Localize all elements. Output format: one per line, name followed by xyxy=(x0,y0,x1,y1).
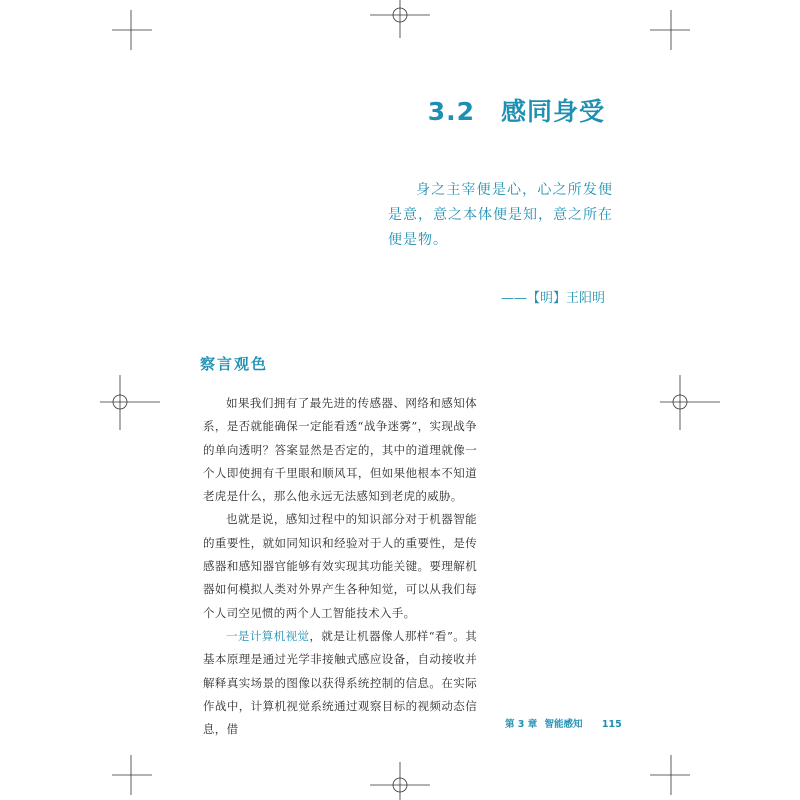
page-footer xyxy=(505,716,622,730)
paragraph: 也就是说，感知过程中的知识部分对于机器智能的重要性，就如同知识和经验对于人的重要性，是传感器和感知器官能够有效实现其功能关键。要理解机器如何模拟人类对外界产生各种知觉，可以从我们每个人司空见惯的两个人工智能技术入手。 xyxy=(203,512,477,620)
paragraph: 如果我们拥有了最先进的传感器、网络和感知体系，是否就能确保一定能看透“战争迷雾”，实现战争的单向透明？答案显然是否定的，其中的道理就像一个人即使拥有千里眼和顺风耳，但如果他根本不知道老虎是什么，那么他永远无法感知到老虎的威胁。 xyxy=(203,396,477,504)
section-heading xyxy=(330,92,605,128)
section-title: 感同身受 xyxy=(500,97,605,126)
section-number: 3.2 xyxy=(427,97,475,126)
highlight-term: 一是计算机视觉 xyxy=(226,628,310,643)
epigraph-text: 身之主宰便是心，心之所发便是意，意之本体便是知，意之所在便是物。 xyxy=(388,182,613,248)
paragraph xyxy=(203,625,477,741)
paragraph-rest: ，就是让机器像人那样“看”。其基本原理是通过光学非接触式感应设备，自动接收并解释真实场景的图像以获得系统控制的信息。在实际作战中，计算机视觉系统通过观察目标的视频动态信息，借 xyxy=(203,628,477,737)
epigraph-attribution: ——【明】王阳明 xyxy=(500,291,605,306)
page-number: 115 xyxy=(601,719,622,730)
body-text xyxy=(203,392,477,741)
footer-chapter: 第 3 章 xyxy=(505,719,538,730)
subsection-title: 察言观色 xyxy=(200,355,269,373)
footer-chapter-title: 智能感知 xyxy=(544,719,583,730)
